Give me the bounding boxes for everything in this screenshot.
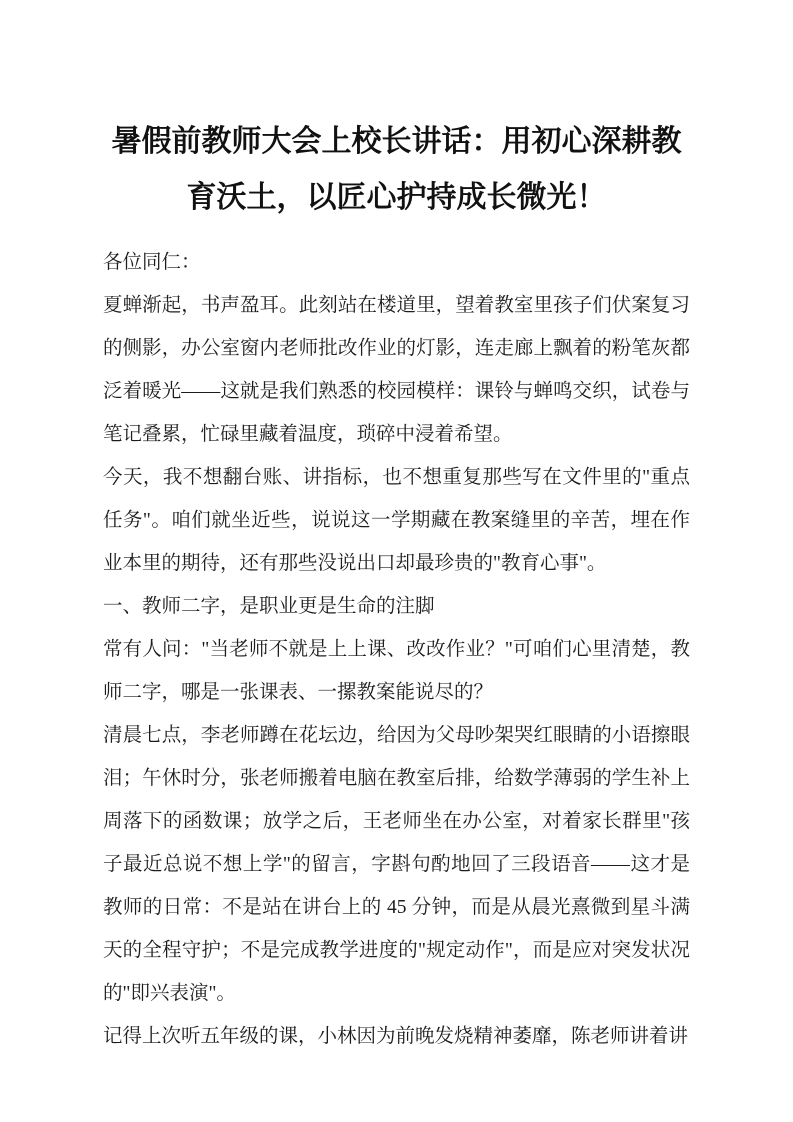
title-line-1: 暑假前教师大会上校长讲话：用初心深耕教 bbox=[111, 125, 682, 158]
document-body bbox=[103, 241, 690, 1058]
paragraph-campus-scene: 夏蝉渐起，书声盈耳。此刻站在楼道里，望着教室里孩子们伏案复习的侧影，办公室窗内老师批改作业的灯影，连走廊上飘着的粉笔灰都泛着暖光——这就是我们熟悉的校园模样：课铃与蝉鸣交织，试卷与笔记叠累，忙碌里藏着温度，琐碎中浸着希望。 bbox=[103, 295, 690, 445]
salutation: 各位同仁： bbox=[103, 252, 201, 273]
paragraph-teacher-question: 常有人问："当老师不就是上上课、改改作业？"可咱们心里清楚，教师二字，哪是一张课表、一摞教案能说尽的？ bbox=[103, 639, 690, 703]
paragraph-opening-remarks: 今天，我不想翻台账、讲指标，也不想重复那些写在文件里的"重点任务"。咱们就坐近些，说说这一学期藏在教案缝里的辛苦，埋在作业本里的期待，还有那些没说出口却最珍贵的"教育心事"。 bbox=[103, 467, 690, 574]
document-title bbox=[103, 114, 690, 226]
paragraph-teacher-daily-life: 清晨七点，李老师蹲在花坛边，给因为父母吵架哭红眼睛的小语擦眼泪；午休时分，张老师搬着电脑在教室后排，给数学薄弱的学生补上周落下的函数课；放学之后，王老师坐在办公室，对着家长群里"孩子最近总说不想上学"的留言，字斟句酌地回了三段语音——这才是教师的日常：不是站在讲台上的 45 分钟，而是从晨光熹微到星斗满天的全程守护；不是完成教学进度的"规定动作"，而是应对突发状况的"即兴表演"。 bbox=[103, 725, 690, 1004]
title-line-2: 育沃土，以匠心护持成长微光！ bbox=[186, 181, 607, 214]
section-heading-1: 一、教师二字，是职业更是生命的注脚 bbox=[103, 596, 435, 617]
paragraph-class-visit: 记得上次听五年级的课，小林因为前晚发烧精神萎靡，陈老师讲着讲 bbox=[103, 1026, 689, 1047]
